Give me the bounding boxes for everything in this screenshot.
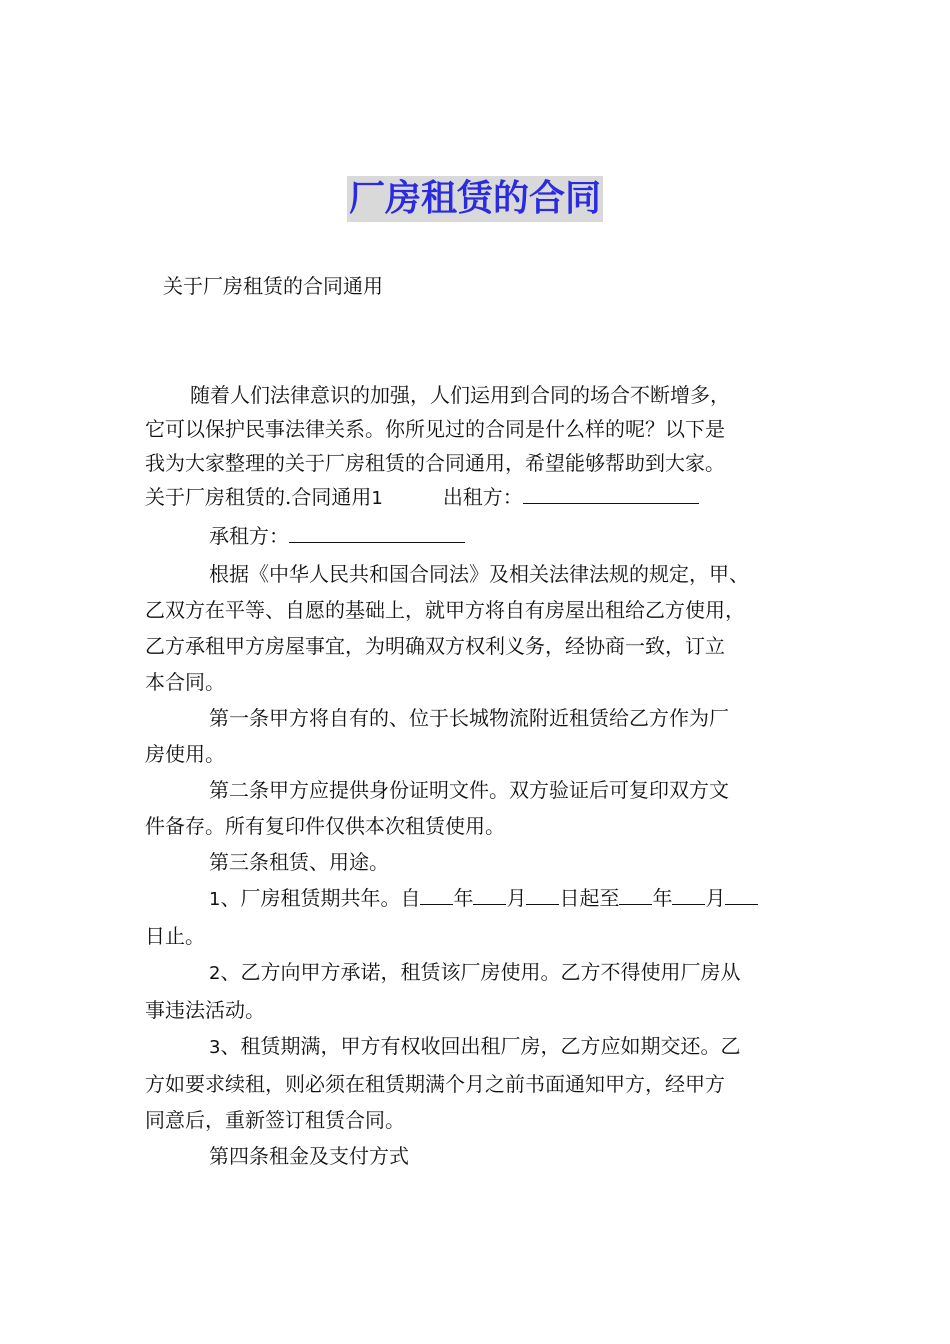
item2-number: 2 [209,963,221,984]
preamble-line-4: 本合同。 [145,670,225,694]
item2-line-2: 事违法活动。 [145,998,265,1022]
preamble-line-3: 乙方承租甲方房屋事宜，为明确双方权利义务，经协商一致，订立 [145,634,725,658]
day-to-blank [725,882,758,905]
lessee-label: 承租方： [209,524,289,548]
intro-line-3: 我为大家整理的关于厂房租赁的合同通用，希望能够帮助到大家。 [145,451,725,475]
item3-line-2: 方如要求续租，则必须在租赁期满个月之前书面通知甲方，经甲方 [145,1072,725,1096]
article2-line-1: 第二条甲方应提供身份证明文件。双方验证后可复印双方文 [209,778,729,802]
item2-text: 、乙方向甲方承诺，租赁该厂房使用。乙方不得使用厂房从 [220,960,741,984]
day-from-label: 日起至 [559,886,620,910]
item3-line-1 [145,1028,805,1066]
year-to-blank [619,882,652,905]
intro-line-2: 它可以保护民事法律关系。你所见过的合同是什么样的呢？以下是 [145,417,725,441]
lessee-blank [289,520,465,543]
lessor-label: 出租方： [442,485,523,509]
section-number: 1 [371,488,383,509]
item3-text: 、租赁期满，甲方有权收回出租厂房，乙方应如期交还。乙 [220,1034,741,1058]
lessor-blank [523,481,699,504]
month-to-blank [672,882,705,905]
month-from-blank [473,882,506,905]
item1-line-1 [145,880,805,918]
preamble-line-2: 乙双方在平等、自愿的基础上，就甲方将自有房屋出租给乙方使用， [145,598,745,622]
section-heading: 关于厂房租赁的.合同通用 [145,485,372,509]
article1-line-2: 房使用。 [145,742,225,766]
year-to-label: 年 [652,886,673,910]
section-heading-line [145,480,805,516]
article2-line-2: 件备存。所有复印件仅供本次租赁使用。 [145,814,505,838]
item1-line-2: 日止。 [145,924,205,948]
month-to-label: 月 [705,886,726,910]
article3-heading: 第三条租赁、用途。 [209,850,389,874]
day-from-blank [526,882,559,905]
preamble-line-1: 根据《中华人民共和国合同法》及相关法律法规的规定，甲、 [209,562,749,586]
title-container [0,176,950,222]
year-from-blank [420,882,453,905]
intro-line-1: 随着人们法律意识的加强，人们运用到合同的场合不断增多， [190,383,730,407]
document-body [145,378,805,1174]
year-from-label: 年 [453,886,474,910]
article1-line-1: 第一条甲方将自有的、位于长城物流附近租赁给乙方作为厂 [209,706,729,730]
item1-number: 1 [209,889,221,910]
item3-number: 3 [209,1037,221,1058]
item1-text: 、厂房租赁期共年。自 [220,886,421,910]
month-from-label: 月 [506,886,527,910]
article4-heading: 第四条租金及支付方式 [209,1144,409,1168]
document-title: 厂房租赁的合同 [347,176,603,222]
item2-line-1 [145,954,805,992]
document-subtitle: 关于厂房租赁的合同通用 [163,274,383,298]
lessee-line [145,516,805,556]
item3-line-3: 同意后，重新签订租赁合同。 [145,1108,405,1132]
